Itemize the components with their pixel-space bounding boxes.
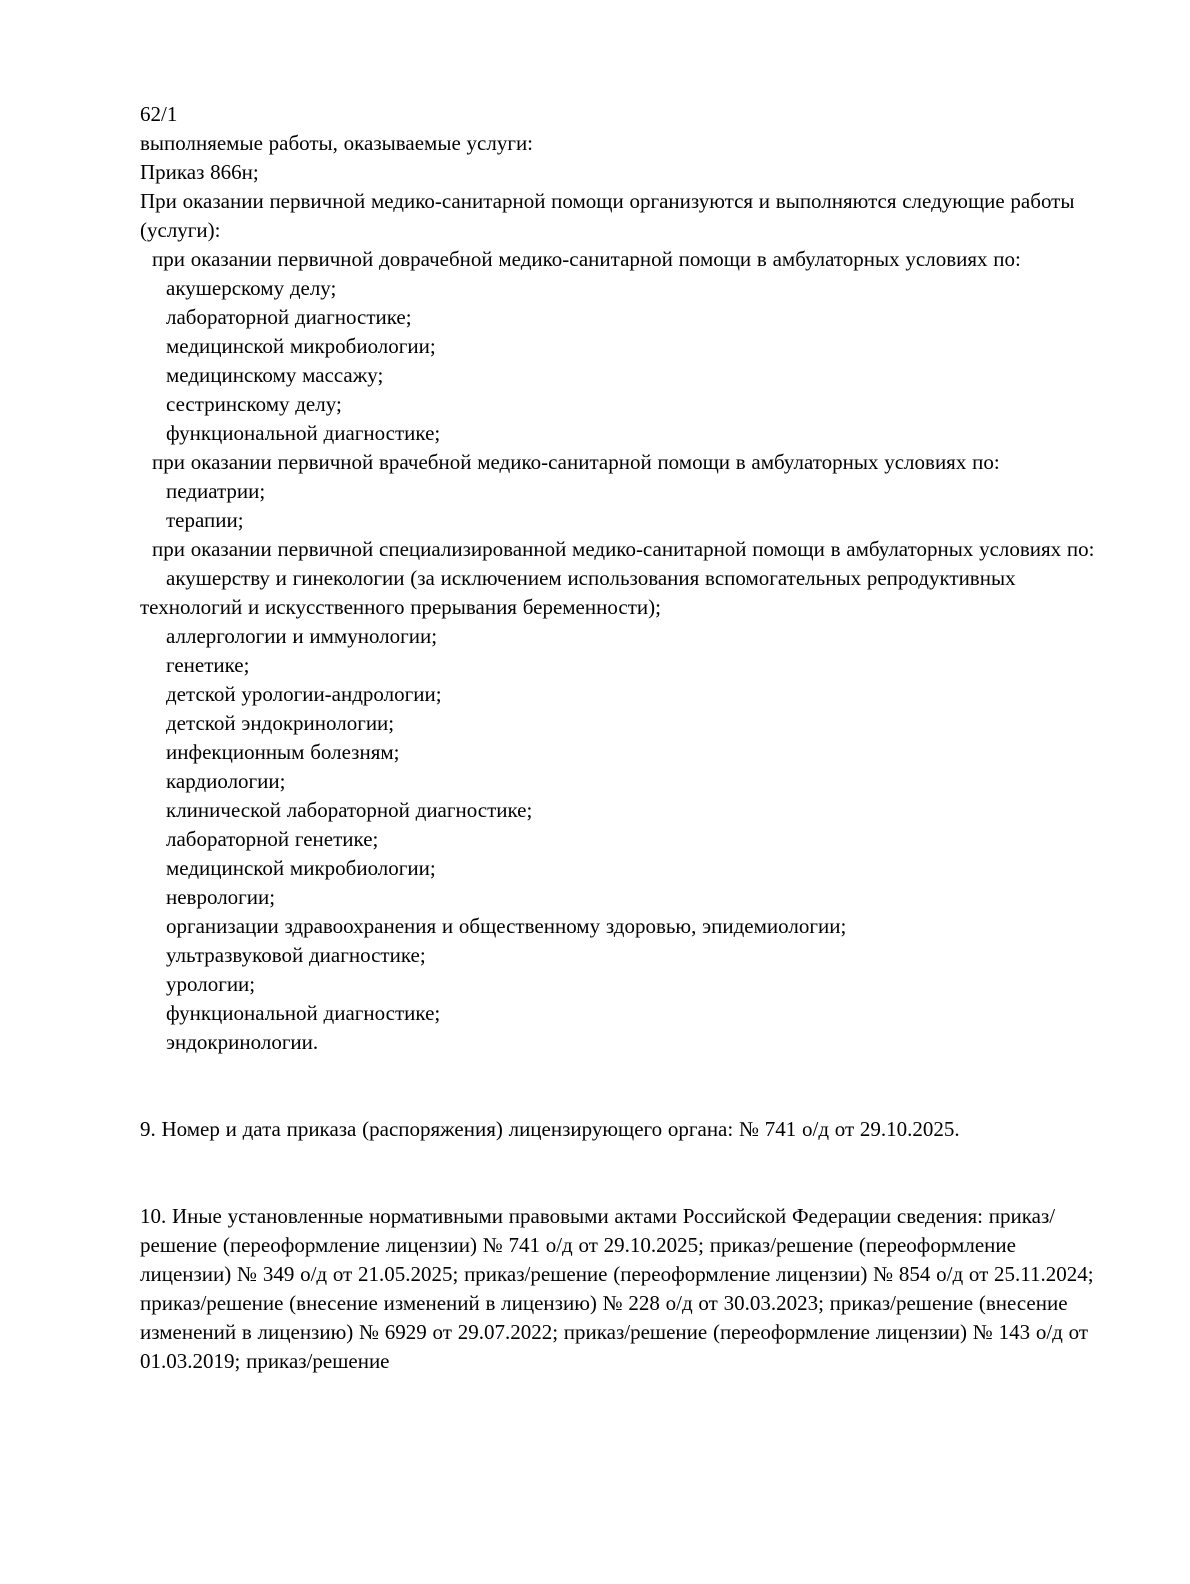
text-line: при оказании первичной врачебной медико-санитарной помощи в амбулаторных условиях по:	[152, 450, 1000, 474]
text-line: детской урологии-андрологии;	[166, 682, 442, 706]
text-line: 62/1	[140, 102, 178, 126]
text-line: урологии;	[166, 972, 256, 996]
text-line: Приказ 866н;	[140, 160, 259, 184]
text-line: детской эндокринологии;	[166, 711, 395, 735]
text-line: медицинской микробиологии;	[166, 856, 436, 880]
text-line: неврологии;	[166, 885, 276, 909]
document-content	[140, 100, 1104, 1376]
text-line: лабораторной диагностике;	[166, 305, 412, 329]
text-line: выполняемые работы, оказываемые услуги:	[140, 131, 534, 155]
text-line: акушерству и гинекологии (за исключением использования вспомогательных репродуктивных технологий и искусственного прерывания беременности);	[140, 566, 1016, 619]
text-line: клинической лабораторной диагностике;	[166, 798, 533, 822]
text-line: инфекционным болезням;	[166, 740, 400, 764]
text-line: акушерскому делу;	[166, 276, 337, 300]
text-line: кардиологии;	[166, 769, 286, 793]
text-line: аллергологии и иммунологии;	[166, 624, 438, 648]
text-line: При оказании первичной медико-санитарной помощи организуются и выполняются следующие работы (услуги):	[140, 189, 1075, 242]
text-line: при оказании первичной специализированной медико-санитарной помощи в амбулаторных условиях по:	[152, 537, 1095, 561]
text-line: педиатрии;	[166, 479, 266, 503]
text-line: функциональной диагностике;	[166, 1001, 441, 1025]
text-line: терапии;	[166, 508, 244, 532]
text-line: функциональной диагностике;	[166, 421, 441, 445]
text-line: эндокринологии.	[166, 1030, 319, 1054]
text-line: при оказании первичной доврачебной медико-санитарной помощи в амбулаторных условиях по:	[152, 247, 1021, 271]
text-line: медицинскому массажу;	[166, 363, 384, 387]
text-line: сестринскому делу;	[166, 392, 342, 416]
text-line: 9. Номер и дата приказа (распоряжения) лицензирующего органа: № 741 о/д от 29.10.2025.	[140, 1117, 960, 1141]
text-line: лабораторной генетике;	[166, 827, 379, 851]
text-line: медицинской микробиологии;	[166, 334, 436, 358]
text-line: 10. Иные установленные нормативными правовыми актами Российской Федерации сведения: приказ/решение (переоформление лицензии) № 741 о/д от 29.10.2025; приказ/решение (переоформление лицензии) № 349 о/д от 21.05.2025; приказ/решение (переоформление лицензии) № 854 о/д от 25.11.2024; приказ/решение (внесение изменений в лицензию) № 228 о/д от 30.03.2023; приказ/решение (внесение изменений в лицензию) № 6929 от 29.07.2022; приказ/решение (переоформление лицензии) № 143 о/д от 01.03.2019; приказ/решение	[140, 1204, 1094, 1373]
text-line: организации здравоохранения и общественному здоровью, эпидемиологии;	[166, 914, 847, 938]
text-line: генетике;	[166, 653, 250, 677]
text-line: ультразвуковой диагностике;	[166, 943, 426, 967]
